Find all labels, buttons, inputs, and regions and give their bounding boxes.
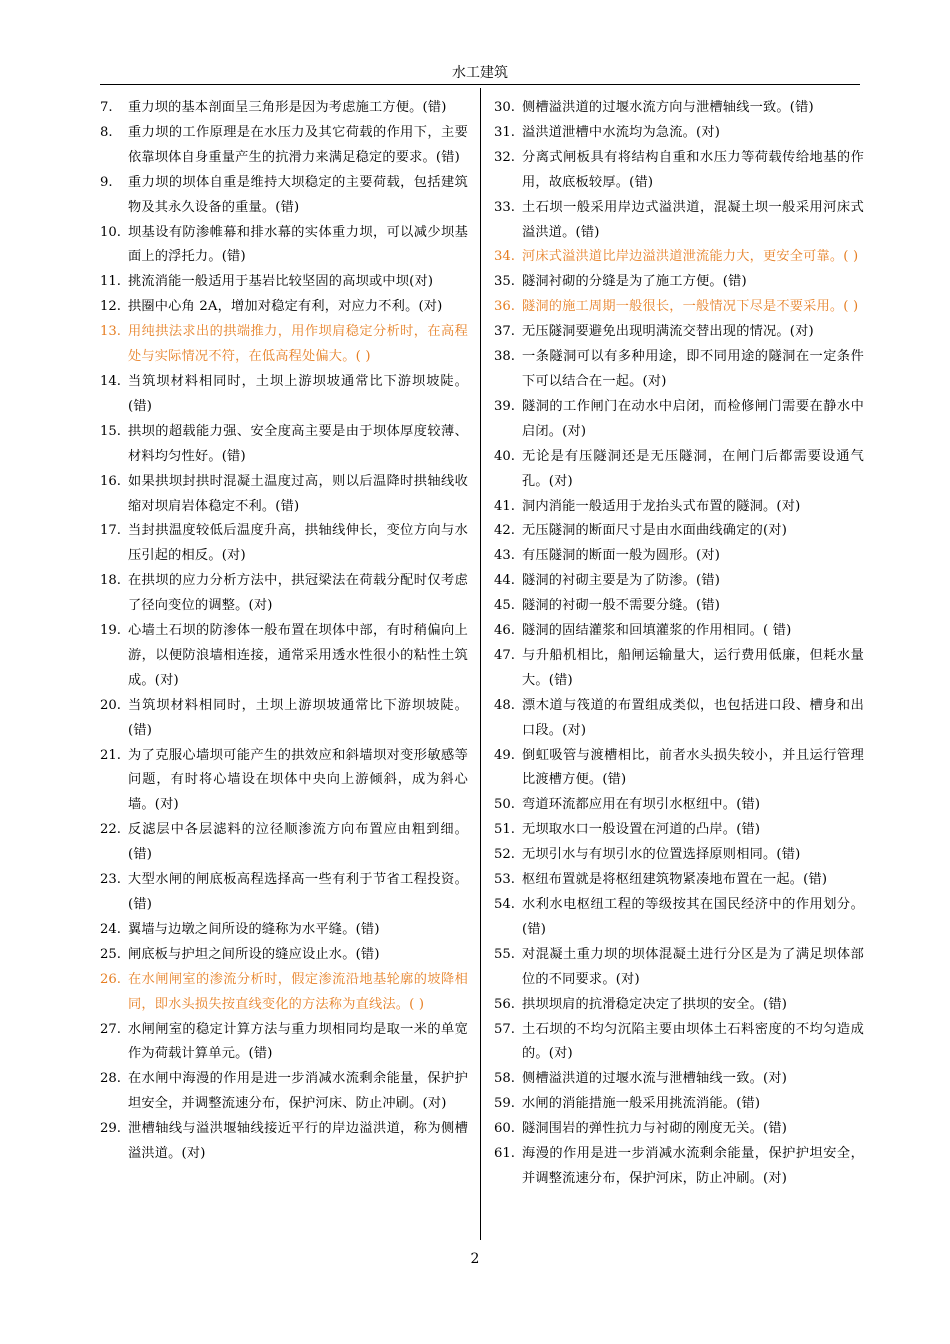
question-text: 与升船机相比，船闸运输量大，运行费用低廉，但耗水量大。(错) [522,647,864,688]
question-text: 拱坝的超载能力强、安全度高主要是由于坝体厚度较薄、材料均匀性好。(错) [128,423,468,464]
question-item [100,744,468,819]
question-text: 心墙土石坝的防渗体一般布置在坝体中部，有时稍偏向上游，以便防浪墙相连接，通常采用透水性很小的粘性土筑成。(对) [128,623,468,688]
question-item [494,744,864,794]
question-item [100,694,468,744]
question-text: 反滤层中各层滤料的泣径顺渗流方向布置应由粗到细。(错) [128,822,468,863]
question-item [494,843,864,868]
question-item [494,1067,864,1092]
question-number: 53. [494,872,515,888]
question-number: 23. [100,872,121,888]
question-item [494,121,864,146]
question-item [494,519,864,544]
question-text: 隧洞的衬砌主要是为了防渗。(错) [522,573,721,589]
question-text: 弯道环流都应用在有坝引水枢纽中。(错) [522,797,761,813]
question-text: 无压隧洞要避免出现明满流交替出现的情况。(对) [522,324,814,340]
question-text: 海漫的作用是进一步消减水流剩余能量，保护护坦安全，并调整流速分布，保护河床，防止冲刷。(对) [522,1146,864,1186]
question-item [494,245,864,270]
question-number: 56. [494,996,515,1012]
question-number: 24. [100,921,121,937]
question-item [494,993,864,1018]
question-number: 15. [100,423,121,439]
question-item [100,470,468,520]
question-number: 12. [100,299,121,315]
question-text: 当筑坝材料相同时，土坝上游坝坡通常比下游坝坡陡。(错) [128,697,468,738]
question-number: 50. [494,797,515,813]
question-number: 14. [100,373,121,389]
question-text: 翼墙与边墩之间所设的缝称为水平缝。(错) [128,921,380,937]
question-item [100,420,468,470]
question-item [494,544,864,569]
question-number: 31. [494,124,515,140]
question-number: 55. [494,946,515,962]
question-number: 16. [100,473,121,489]
question-text: 在水闸闸室的渗流分析时，假定渗流沿地基轮廓的坡降相同，即水头损失按直线变化的方法称为直线法。( ) [128,971,468,1012]
question-number: 42. [494,523,515,539]
question-text: 拱圈中心角 2A，增加对稳定有利，对应力不利。(对) [128,299,443,315]
question-number: 22. [100,822,121,838]
question-number: 32. [494,149,515,165]
page-number: 2 [470,1251,480,1267]
question-number: 9. [100,174,113,190]
question-item [494,619,864,644]
question-text: 为了克服心墙坝可能产生的拱效应和斜墙坝对变形敏感等问题，有时将心墙设在坝体中央向上游倾斜，成为斜心墙。(对) [128,747,468,813]
question-number: 52. [494,847,515,863]
question-item [100,320,468,370]
question-number: 49. [494,747,515,763]
question-number: 58. [494,1071,515,1087]
question-text: 如果拱坝封拱时混凝土温度过高，则以后温降时拱轴线收缩对坝肩岩体稳定不利。(错) [128,473,468,514]
question-item [100,1018,468,1068]
question-item [494,395,864,445]
question-item [100,868,468,918]
question-item [494,295,864,320]
question-item [494,694,864,744]
question-number: 45. [494,598,515,614]
question-text: 水闸闸室的稳定计算方法与重力坝相同均是取一米的单宽作为荷载计算单元。(错) [128,1021,468,1062]
question-item [100,221,468,271]
question-text: 无压隧洞的断面尺寸是由水面曲线确定的(对) [522,523,788,539]
question-text: 侧槽溢洪道的过堰水流方向与泄槽轴线一致。(错) [522,100,814,115]
question-number: 11. [100,274,121,290]
question-number: 7. [100,100,113,115]
question-item [494,943,864,993]
question-number: 36. [494,299,515,315]
question-item [494,445,864,495]
question-number: 57. [494,1021,515,1037]
question-text: 洞内消能一般适用于龙抬头式布置的隧洞。(对) [522,498,801,514]
question-item [100,968,468,1018]
question-item [100,818,468,868]
question-number: 38. [494,349,515,365]
question-text: 隧洞的固结灌浆和回填灌浆的作用相同。( 错) [522,623,792,639]
right-column [494,96,864,1192]
question-text: 隧洞的衬砌一般不需要分缝。(错) [522,598,721,614]
question-text: 挑流消能一般适用于基岩比较坚固的高坝或中坝(对) [128,274,434,290]
question-text: 无论是有压隧洞还是无压隧洞，在闸门后都需要设通气孔。(对) [522,448,864,489]
question-text: 重力坝的工作原理是在水压力及其它荷载的作用下，主要依靠坝体自身重量产生的抗滑力来满足稳定的要求。(错) [128,124,468,165]
question-item [494,320,864,345]
question-text: 隧洞的施工周期一般很长，一般情况下尽是不要采用。( ) [522,299,859,315]
question-number: 8. [100,124,113,140]
question-number: 19. [100,623,121,639]
question-item [494,270,864,295]
question-item [494,1142,864,1192]
question-text: 坝基设有防渗帷幕和排水幕的实体重力坝，可以减少坝基面上的浮托力。(错) [128,224,468,265]
question-item [100,295,468,320]
question-number: 30. [494,100,515,115]
question-number: 46. [494,623,515,639]
question-number: 59. [494,1096,515,1112]
question-text: 重力坝的坝体自重是维持大坝稳定的主要荷载，包括建筑物及其永久设备的重量。(错) [128,174,468,215]
left-column [100,96,468,1167]
question-item [100,943,468,968]
question-number: 21. [100,747,121,763]
question-text: 隧洞围岩的弹性抗力与衬砌的刚度无关。(错) [522,1121,788,1137]
question-item [494,818,864,843]
question-text: 泄槽轴线与溢洪堰轴线接近平行的岸边溢洪道，称为侧槽溢洪道。(对) [128,1121,468,1162]
question-text: 在拱坝的应力分析方法中，拱冠梁法在荷载分配时仅考虑了径向变位的调整。(对) [128,573,468,614]
question-number: 25. [100,946,121,962]
question-number: 29. [100,1121,121,1137]
question-item [494,868,864,893]
question-text: 隧洞的工作闸门在动水中启闭，而检修闸门需要在静水中启闭。(对) [522,398,864,439]
question-item [494,1092,864,1117]
question-item [494,146,864,196]
question-text: 拱坝坝肩的抗滑稳定决定了拱坝的安全。(错) [522,996,788,1012]
question-item [100,270,468,295]
question-item [100,171,468,221]
question-item [494,893,864,943]
question-text: 用纯拱法求出的拱端推力，用作坝肩稳定分析时，在高程处与实际情况不符，在低高程处偏大。( ) [128,324,468,365]
question-item [494,569,864,594]
question-text: 大型水闸的闸底板高程选择高一些有利于节省工程投资。(错) [128,872,468,912]
question-text: 闸底板与护坦之间所设的缝应设止水。(错) [128,946,380,962]
question-number: 40. [494,448,515,464]
question-text: 水利水电枢纽工程的等级按其在国民经济中的作用划分。(错) [522,897,864,937]
question-item [494,495,864,520]
question-item [494,345,864,395]
question-text: 隧洞衬砌的分缝是为了施工方便。(错) [522,274,747,290]
question-number: 61. [494,1146,515,1162]
question-item [100,121,468,171]
question-text: 分离式闸板具有将结构自重和水压力等荷载传给地基的作用，故底板较厚。(错) [522,149,864,190]
question-text: 有压隧洞的断面一般为圆形。(对) [522,548,721,564]
question-number: 10. [100,224,121,240]
question-text: 土石坝的不均匀沉陷主要由坝体土石料密度的不均匀造成的。(对) [522,1021,864,1062]
question-text: 无坝取水口一般设置在河道的凸岸。(错) [522,822,761,838]
question-text: 河床式溢洪道比岸边溢洪道泄流能力大，更安全可靠。( ) [522,249,859,265]
question-item [494,96,864,121]
question-number: 51. [494,822,515,838]
question-number: 34. [494,249,515,265]
question-item [100,1067,468,1117]
question-text: 一条隧洞可以有多种用途，即不同用途的隧洞在一定条件下可以结合在一起。(对) [522,349,864,389]
question-number: 39. [494,398,515,414]
question-item [494,644,864,694]
question-number: 54. [494,897,515,912]
question-number: 43. [494,548,515,564]
question-text: 当封拱温度较低后温度升高，拱轴线伸长，变位方向与水压引起的相反。(对) [128,523,468,564]
question-text: 溢洪道泄槽中水流均为急流。(对) [522,124,721,140]
question-number: 47. [494,647,515,663]
question-number: 33. [494,199,515,215]
question-number: 20. [100,697,121,713]
question-item [494,1117,864,1142]
question-text: 枢纽布置就是将枢纽建筑物紧凑地布置在一起。(错) [522,872,828,888]
question-text: 漂木道与筏道的布置组成类似，也包括进口段、槽身和出口段。(对) [522,697,864,738]
question-number: 48. [494,697,515,713]
question-number: 17. [100,523,121,539]
question-number: 26. [100,971,121,987]
page-header: 水工建筑 [452,65,508,81]
question-number: 28. [100,1071,121,1087]
question-item [494,196,864,246]
question-text: 当筑坝材料相同时，土坝上游坝坡通常比下游坝坡陡。(错) [128,373,468,414]
column-divider [480,88,481,1240]
question-item [494,1018,864,1068]
question-number: 41. [494,498,515,514]
question-number: 18. [100,573,121,589]
question-item [100,96,468,121]
question-item [100,370,468,420]
question-text: 侧槽溢洪道的过堰水流与泄槽轴线一致。(对) [522,1071,788,1087]
question-text: 土石坝一般采用岸边式溢洪道，混凝土坝一般采用河床式溢洪道。(错) [522,199,864,240]
question-number: 44. [494,573,515,589]
question-item [100,918,468,943]
question-text: 水闸的消能措施一般采用挑流消能。(错) [522,1096,761,1112]
question-number: 60. [494,1121,515,1137]
question-number: 37. [494,324,515,340]
question-number: 13. [100,324,121,340]
question-number: 35. [494,274,515,290]
question-item [494,594,864,619]
question-text: 倒虹吸管与渡槽相比，前者水头损失较小，并且运行管理比渡槽方便。(错) [522,747,864,788]
question-item [100,569,468,619]
question-number: 27. [100,1021,121,1037]
header-rule [100,84,860,85]
question-text: 无坝引水与有坝引水的位置选择原则相同。(错) [522,847,801,863]
question-text: 在水闸中海漫的作用是进一步消减水流剩余能量，保护护坦安全，并调整流速分布，保护河床、防止冲刷。(对) [128,1071,468,1112]
question-item [100,1117,468,1167]
question-item [100,519,468,569]
question-item [100,619,468,694]
question-text: 对混凝土重力坝的坝体混凝土进行分区是为了满足坝体部位的不同要求。(对) [522,946,864,987]
question-item [494,793,864,818]
question-text: 重力坝的基本剖面呈三角形是因为考虑施工方便。(错) [128,100,447,115]
